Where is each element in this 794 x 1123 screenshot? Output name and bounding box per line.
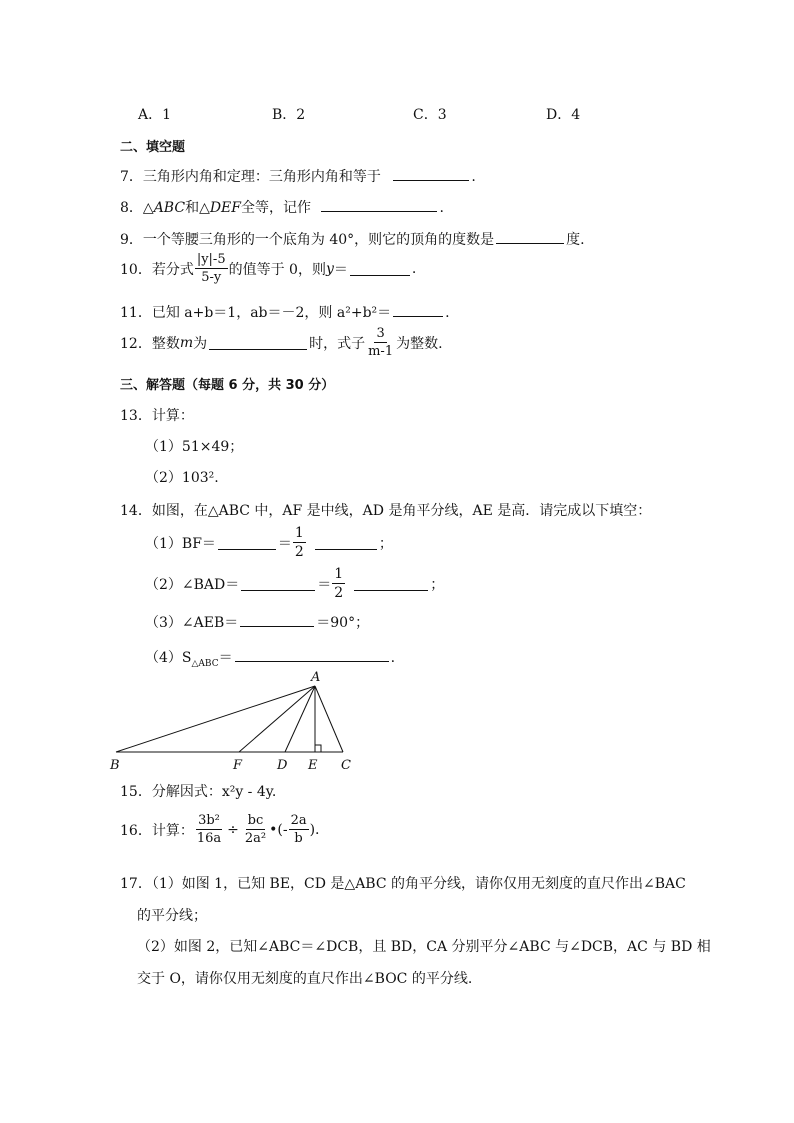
- fraction-denominator: 2a²: [244, 831, 267, 846]
- question-8: 8．△ABC和△DEF全等，记作 .: [120, 200, 444, 216]
- part-1-label: （1）BF＝: [145, 535, 216, 552]
- question-10: 10．若分式 $\frac{|y|-5}{5-y}$ 的值等于 0，则 y ＝ .: [120, 252, 417, 285]
- question-11: 11．已知 a+b＝1，ab＝－2，则 a²+b²＝ .: [120, 305, 450, 321]
- label-a: A: [311, 670, 321, 685]
- question-12: [120, 327, 443, 358]
- fraction-3: [289, 814, 309, 845]
- option-c: C．3: [413, 107, 447, 123]
- equals: ＝: [218, 650, 233, 666]
- fraction-half: [293, 526, 306, 559]
- fraction-1: [195, 814, 223, 845]
- paren-close: ).: [309, 821, 320, 838]
- part-2-label: （2）∠BAD＝: [145, 576, 240, 593]
- question-9-text: 9．一个等腰三角形的一个底角为 40°，则它的顶角的度数是: [120, 232, 495, 248]
- answer-blank[interactable]: [235, 648, 389, 662]
- triangle-abc: △ABC: [142, 200, 186, 216]
- bisector-ad: [285, 686, 315, 752]
- fraction-numerator: 1: [294, 525, 304, 541]
- fraction-half: [332, 567, 345, 600]
- label-f: F: [233, 758, 243, 773]
- part-3-suffix: ＝90°；: [316, 615, 370, 631]
- answer-blank[interactable]: [321, 198, 437, 212]
- fraction: [366, 327, 395, 358]
- question-17-line-1: 17．（1）如图 1，已知 BE，CD 是△ABC 的角平分线，请你仅用无刻度的直尺作出∠BAC: [120, 876, 686, 892]
- equals: ＝: [333, 261, 348, 278]
- answer-blank[interactable]: [393, 167, 469, 181]
- question-14-title: 14．如图，在△ABC 中，AF 是中线，AD 是角平分线，AE 是高．请完成以下填空：: [120, 503, 652, 519]
- median-af: [239, 686, 315, 752]
- label-e: E: [308, 758, 318, 773]
- answer-blank[interactable]: [209, 336, 307, 350]
- side-ac: [315, 686, 343, 752]
- variable: m: [179, 334, 194, 351]
- answer-blank[interactable]: [218, 536, 276, 550]
- divide-sign: ÷: [227, 821, 239, 838]
- question-12-text-3: 时，式子: [309, 335, 366, 352]
- question-7-text: 7．三角形内角和定理：三角形内角和等于: [120, 169, 381, 185]
- paren-open: (-: [277, 821, 288, 838]
- triangle-figure: [100, 668, 370, 774]
- question-12-text-4: 为整数.: [396, 335, 443, 352]
- question-8-text-2: 全等，记作: [241, 200, 311, 216]
- equals: ＝: [317, 576, 332, 593]
- question-16: [120, 814, 320, 845]
- section-solve-title: 三、解答题（每题 6 分，共 30 分）: [120, 378, 335, 393]
- fraction-denominator: m-1: [368, 344, 394, 359]
- question-10-text-2: 的值等于 0，则: [228, 261, 326, 278]
- part-4-label: （4）S: [145, 650, 192, 666]
- fraction-numerator: 1: [334, 566, 344, 582]
- question-9-unit: 度.: [566, 232, 585, 248]
- fraction-denominator: b: [294, 831, 303, 846]
- question-13-part-1: （1）51×49；: [145, 439, 244, 455]
- fraction-numerator: 3b²: [198, 813, 220, 828]
- question-15: 15．分解因式：x²y - 4y.: [120, 784, 277, 800]
- question-12-text: 12．整数: [120, 335, 180, 352]
- section-fill-blank-title: 二、填空题: [120, 140, 186, 155]
- fraction-numerator: 3: [376, 326, 385, 341]
- question-9: [120, 229, 585, 249]
- option-a: A．1: [138, 107, 172, 123]
- variable: y: [325, 260, 334, 277]
- answer-blank[interactable]: [354, 577, 428, 591]
- question-17-line-2: 的平分线；: [137, 908, 207, 924]
- side-ab: [116, 686, 315, 752]
- question-17-line-4: 交于 O，请你仅用无刻度的直尺作出∠BOC 的平分线.: [137, 971, 473, 987]
- fraction: [195, 253, 228, 284]
- question-8-number: 8．: [120, 200, 143, 216]
- fraction-denominator: 2: [294, 544, 304, 560]
- answer-blank[interactable]: [241, 577, 315, 591]
- area-subscript: △ABC: [191, 658, 219, 669]
- question-16-label: 16．计算：: [120, 822, 194, 839]
- question-14-part-4: $(4)S_{\triangle ABC}=$ .: [145, 650, 396, 669]
- multiply-dot: •: [269, 821, 278, 838]
- answer-blank[interactable]: [350, 262, 410, 276]
- fraction-denominator: 5-y: [201, 270, 222, 285]
- right-angle-mark: [315, 745, 321, 752]
- answer-blank[interactable]: [496, 230, 564, 244]
- question-14-part-1: （1）BF＝ ＝ $\frac{1}{2}$ ；: [145, 525, 393, 560]
- fraction-numerator: bc: [247, 813, 264, 828]
- question-12-text-2: 为: [193, 335, 208, 352]
- answer-blank[interactable]: [315, 536, 377, 550]
- part-3-label: （3）∠AEB＝: [145, 615, 239, 631]
- answer-blank[interactable]: [393, 303, 443, 317]
- question-17-line-3: （2）如图 2，已知∠ABC＝∠DCB，且 BD，CA 分别平分∠ABC 与∠DCB，AC 与 BD 相: [137, 939, 711, 955]
- equals: ＝: [277, 535, 292, 552]
- triangle-def: △DEF: [199, 200, 241, 216]
- label-b: B: [110, 758, 120, 773]
- label-c: C: [341, 758, 351, 773]
- question-14-part-3: [145, 612, 369, 632]
- label-d: D: [277, 758, 288, 773]
- question-14-part-2: （2）∠BAD＝ ＝ $\frac{1}{2}$ ；: [145, 566, 445, 601]
- question-13-title: 13．计算：: [120, 408, 194, 424]
- question-8-text: 和: [185, 200, 200, 216]
- question-7: 7．三角形内角和定理：三角形内角和等于 .: [120, 169, 476, 185]
- option-d: D．4: [546, 107, 581, 123]
- fraction-numerator: 2a: [290, 813, 307, 828]
- fraction-2: [243, 814, 268, 845]
- fraction-numerator: |y|-5: [196, 252, 226, 267]
- fraction-denominator: 16a: [196, 831, 222, 846]
- answer-blank[interactable]: [240, 613, 314, 627]
- question-13-part-2: （2）103².: [145, 470, 219, 486]
- question-10-text: 10．若分式: [120, 261, 194, 278]
- fraction-denominator: 2: [334, 585, 344, 601]
- question-11-text: 11．已知 a+b＝1，ab＝－2，则 a²+b²＝: [120, 305, 392, 321]
- option-b: B．2: [272, 107, 306, 123]
